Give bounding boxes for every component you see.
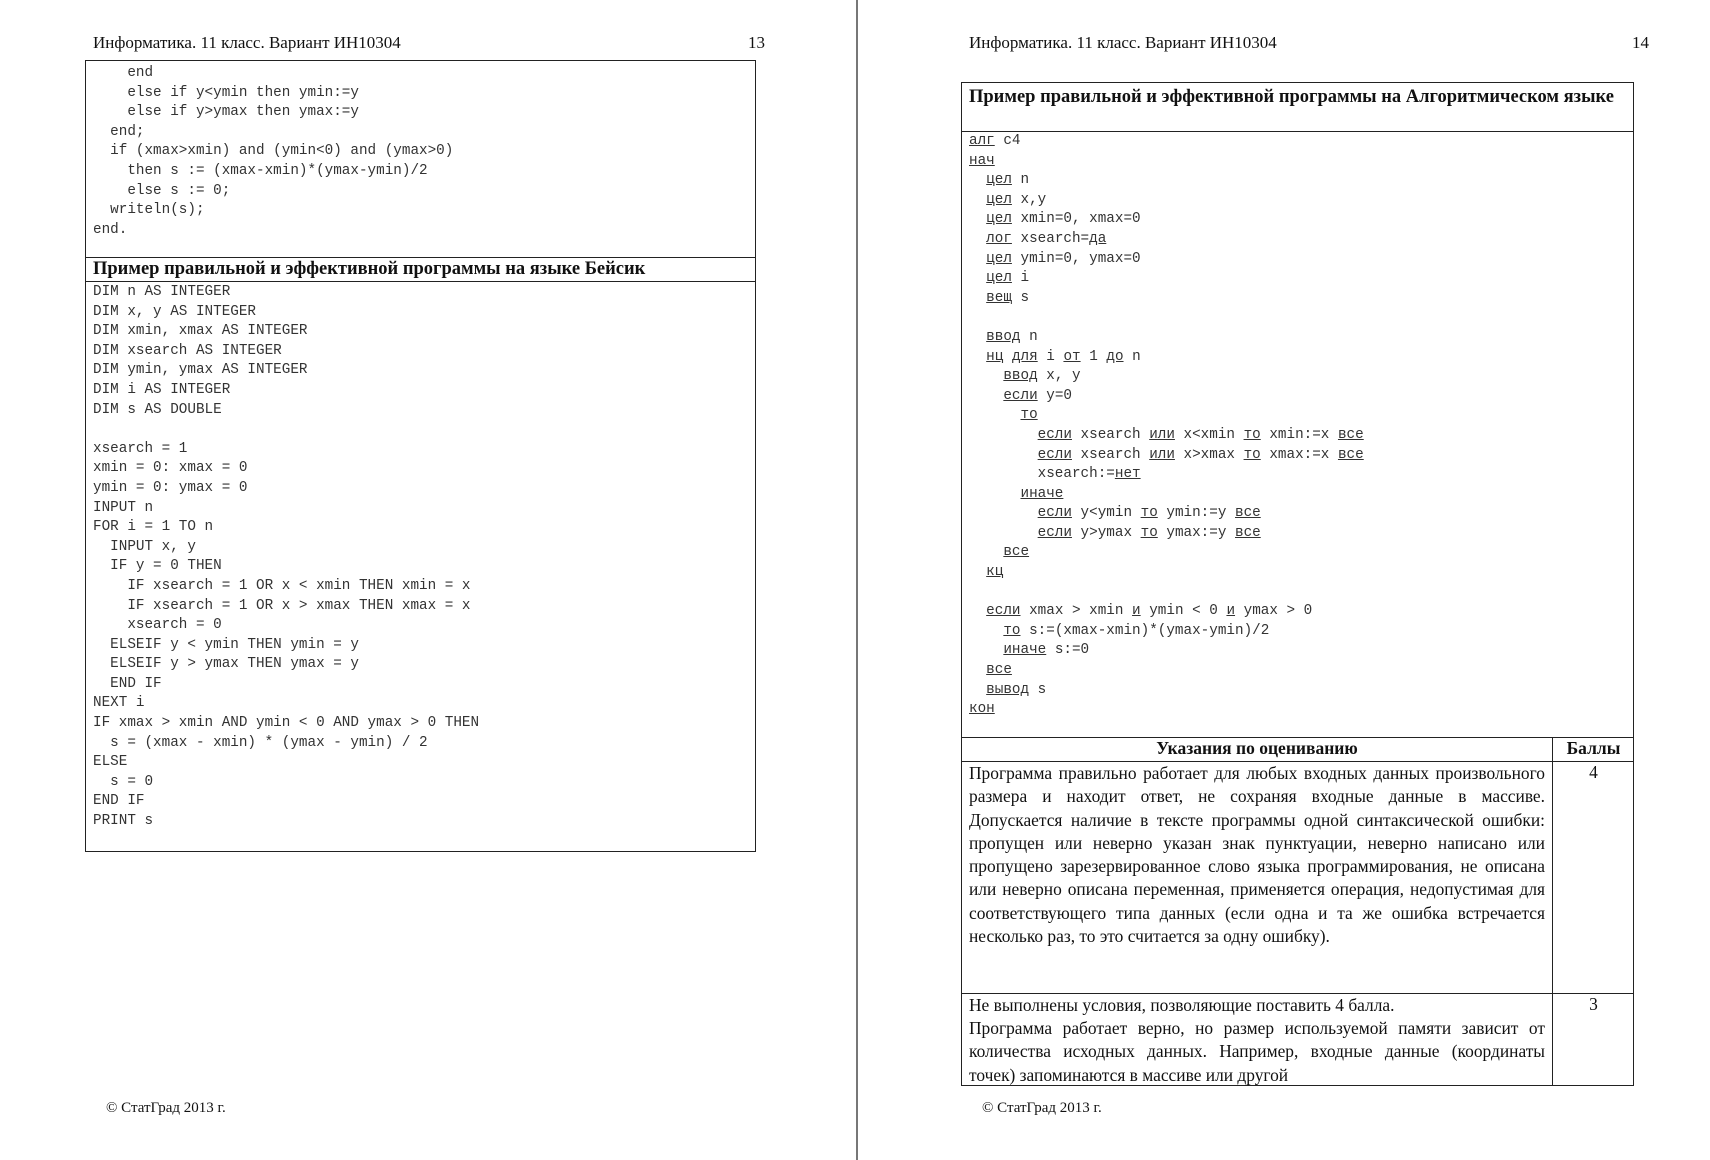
keyword: иначе: [1003, 642, 1047, 659]
keyword: цел: [986, 250, 1012, 267]
keyword: и: [1226, 603, 1236, 620]
alg-code-line: [969, 426, 1364, 446]
alg-code-line: [969, 583, 1364, 603]
alg-code-line: [969, 406, 1364, 426]
code-text: ymin < 0: [1140, 603, 1227, 620]
code-text: xsearch: [1071, 446, 1150, 463]
code-text: s:=(xmax-xmin)*(ymax-ymin)/2: [1020, 622, 1270, 639]
alg-code-line: [969, 504, 1364, 524]
points-value-4: 4: [1589, 762, 1598, 782]
code-text: [969, 172, 986, 188]
basic-section-title: Пример правильной и эффективной программы на языке Бейсик: [93, 259, 646, 279]
code-text: ymin:=y: [1157, 505, 1235, 522]
code-text: 1: [1080, 348, 1107, 365]
basic-code-line: END IF: [93, 793, 145, 810]
alg-code-line: [969, 661, 1364, 681]
alg-section-title: Пример правильной и эффективной программы на Алгоритмическом языке: [969, 87, 1614, 107]
code-text: [969, 388, 1003, 404]
basic-code-line: IF xmax > xmin AND ymin < 0 AND ymax > 0 THEN: [93, 715, 480, 732]
code-text: [969, 231, 986, 247]
alg-code-line: [969, 191, 1364, 211]
keyword: кон: [969, 701, 995, 718]
code-text: y=0: [1037, 387, 1072, 404]
alg-code-line: [969, 622, 1364, 642]
keyword: то: [1140, 524, 1158, 541]
basic-code-line: INPUT n: [93, 499, 154, 516]
basic-code-line: xsearch = 0: [93, 617, 222, 634]
alg-code-line: [969, 387, 1364, 407]
code-frame: [85, 60, 756, 852]
alg-code-line: [969, 641, 1364, 661]
alg-code-line: [969, 602, 1364, 622]
right-page: [862, 0, 1710, 1160]
code-text: [969, 349, 986, 365]
alg-code-line: [969, 563, 1364, 583]
keyword: да: [1089, 230, 1107, 247]
pascal-code-line: else if y>ymax then ymax:=y: [93, 104, 359, 121]
basic-code-line: ELSE: [93, 754, 128, 771]
code-text: [969, 290, 986, 306]
code-text: [969, 682, 986, 698]
alg-code-line: [969, 367, 1364, 387]
points-header: Баллы: [1566, 738, 1621, 758]
code-text: [969, 544, 1003, 560]
keyword: цел: [986, 172, 1012, 189]
keyword: все: [1003, 544, 1030, 561]
keyword: если: [1037, 505, 1072, 522]
code-text: s: [1011, 289, 1030, 306]
alg-code-line: [969, 269, 1364, 289]
pascal-code-line: else s := 0;: [93, 182, 231, 199]
keyword: или: [1149, 446, 1175, 463]
alg-code-line: [969, 230, 1364, 250]
code-text: [969, 368, 1003, 384]
basic-code-line: DIM n AS INTEGER: [93, 284, 231, 300]
code-text: xsearch=: [1011, 230, 1090, 247]
code-text: xmax > xmin: [1020, 603, 1133, 620]
keyword: от: [1063, 348, 1081, 365]
grading-header: Указания по оцениванию: [1156, 738, 1358, 758]
code-text: x<xmin: [1174, 426, 1244, 443]
basic-code-line: xmin = 0: xmax = 0: [93, 460, 248, 477]
points-value-3: 3: [1589, 994, 1598, 1014]
basic-code-line: FOR i = 1 TO n: [93, 519, 214, 536]
basic-code-line: DIM s AS DOUBLE: [93, 401, 222, 418]
code-text: [969, 211, 986, 227]
section-divider: [86, 281, 755, 282]
alg-code-line: [969, 152, 1364, 172]
code-text: [1003, 349, 1012, 365]
keyword: все: [1235, 505, 1261, 522]
pascal-code-block: [93, 64, 453, 240]
keyword: ввод: [986, 328, 1021, 345]
keyword: нач: [969, 152, 995, 169]
keyword: все: [1235, 524, 1261, 541]
keyword: или: [1149, 426, 1175, 443]
basic-code-line: DIM i AS INTEGER: [93, 381, 231, 398]
code-text: xmin=0, xmax=0: [1011, 211, 1141, 228]
pascal-code-line: then s := (xmax-xmin)*(ymax-ymin)/2: [93, 162, 428, 179]
code-text: [969, 642, 1003, 658]
page-number: 14: [1632, 33, 1649, 52]
alg-code-line: [969, 210, 1364, 230]
basic-code-line: DIM xmin, xmax AS INTEGER: [93, 323, 308, 340]
basic-code-line: ELSEIF y > ymax THEN ymax = y: [93, 656, 359, 673]
basic-code-line: DIM xsearch AS INTEGER: [93, 342, 282, 359]
code-text: [969, 505, 1038, 521]
keyword: то: [1140, 505, 1158, 522]
alg-code-line: [969, 485, 1364, 505]
alg-code-line: [969, 524, 1364, 544]
keyword: все: [1337, 426, 1364, 443]
keyword: если: [1003, 387, 1038, 404]
basic-code-block: [93, 283, 479, 832]
alg-code-line: [969, 543, 1364, 563]
page-header: Информатика. 11 класс. Вариант ИН10304: [969, 33, 1277, 52]
basic-code-line: s = (xmax - xmin) * (ymax - ymin) / 2: [93, 734, 428, 751]
page-footer: © СтатГрад 2013 г.: [982, 1100, 1102, 1116]
code-text: [969, 564, 986, 580]
basic-code-line: IF xsearch = 1 OR x < xmin THEN xmin = x: [93, 577, 471, 594]
basic-code-line: DIM ymin, ymax AS INTEGER: [93, 362, 308, 379]
code-text: ymin=0, ymax=0: [1011, 250, 1141, 267]
keyword: и: [1132, 603, 1141, 620]
code-text: [969, 270, 986, 286]
basic-code-line: IF xsearch = 1 OR x > xmax THEN xmax = x: [93, 597, 471, 614]
keyword: то: [1243, 426, 1261, 443]
alg-code-line: [969, 171, 1364, 191]
code-text: x,y: [1011, 191, 1047, 208]
pascal-code-line: end;: [93, 123, 145, 140]
keyword: то: [1243, 446, 1261, 463]
keyword: нет: [1114, 466, 1141, 483]
pascal-code-line: end: [93, 65, 154, 81]
code-text: [969, 192, 986, 208]
basic-code-line: INPUT x, y: [93, 538, 196, 555]
basic-code-line: IF y = 0 THEN: [93, 558, 222, 575]
section-divider: [86, 257, 755, 258]
page-number: 13: [748, 33, 765, 52]
code-text: [969, 427, 1038, 443]
keyword: если: [1037, 426, 1072, 443]
basic-code-line: xsearch = 1: [93, 440, 188, 457]
basic-code-line: DIM x, y AS INTEGER: [93, 303, 257, 320]
points-column-divider: [1552, 737, 1553, 1085]
keyword: ввод: [1003, 368, 1038, 385]
code-text: i: [1037, 348, 1064, 365]
alg-code-line: [969, 681, 1364, 701]
code-text: [969, 525, 1038, 541]
alg-code-line: [969, 308, 1364, 328]
keyword: кц: [986, 564, 1004, 581]
alg-code-line: [969, 700, 1364, 720]
keyword: иначе: [1020, 485, 1064, 502]
alg-code-line: [969, 250, 1364, 270]
code-text: c4: [994, 133, 1021, 149]
keyword: все: [1337, 446, 1364, 463]
page-divider: [856, 0, 858, 1160]
basic-code-line: ymin = 0: ymax = 0: [93, 479, 248, 496]
alg-code-block: [969, 132, 1364, 720]
code-text: xsearch:=: [969, 466, 1115, 483]
alg-code-line: [969, 289, 1364, 309]
code-text: [969, 447, 1038, 463]
code-text: [969, 486, 1020, 502]
keyword: цел: [986, 191, 1012, 208]
keyword: до: [1106, 348, 1124, 365]
code-text: n: [1123, 348, 1141, 365]
pascal-code-line: else if y<ymin then ymin:=y: [93, 84, 359, 101]
code-text: i: [1011, 270, 1030, 287]
keyword: цел: [986, 270, 1012, 287]
code-text: [969, 662, 986, 678]
basic-code-line: ELSEIF y < ymin THEN ymin = y: [93, 636, 359, 653]
keyword: нц: [986, 348, 1004, 365]
basic-code-line: END IF: [93, 675, 162, 692]
keyword: вещ: [986, 289, 1012, 306]
pascal-code-line: end.: [93, 221, 128, 238]
keyword: если: [1037, 446, 1072, 463]
code-text: n: [1020, 328, 1038, 345]
page-footer: © СтатГрад 2013 г.: [106, 1100, 226, 1116]
keyword: то: [1003, 622, 1021, 639]
pascal-code-line: if (xmax>xmin) and (ymin<0) and (ymax>0): [93, 143, 454, 160]
code-text: y<ymin: [1071, 505, 1141, 522]
code-text: [969, 407, 1020, 423]
code-text: xmin:=x: [1260, 426, 1338, 443]
alg-code-line: [969, 446, 1364, 466]
criteria-text-3: Программа работает верно, но размер используемой памяти зависит от количества исходных данных. Например, входные данные (координаты точек) запоминаются в массиве или другой: [969, 1018, 1545, 1085]
code-text: xmax:=x: [1260, 446, 1338, 463]
keyword: если: [986, 603, 1021, 620]
code-text: s: [1029, 681, 1047, 698]
basic-code-line: s = 0: [93, 773, 154, 790]
criteria-text-4: Программа правильно работает для любых входных данных произвольного размера и находит ответ, не сохраняя входные данные в массиве. Допускается наличие в тексте программы одной синтаксической ошибки: пропущен или неверно указан знак пунктуации, неверно написано или пропущено зарезервированное слово языка программирования, не описана или неверно описана переменная, применяется операция, недопустимая для соответствующего типа данных (если одна и та же ошибка встречается несколько раз, то это считается за одну ошибку).: [969, 763, 1545, 947]
pascal-code-line: writeln(s);: [93, 202, 205, 219]
alg-code-line: [969, 348, 1364, 368]
keyword: алг: [969, 133, 995, 149]
keyword: для: [1011, 348, 1038, 365]
keyword: вывод: [986, 681, 1030, 698]
code-text: s:=0: [1046, 642, 1090, 659]
code-text: x>xmax: [1174, 446, 1244, 463]
basic-code-line: NEXT i: [93, 695, 145, 712]
solution-table: [961, 82, 1634, 1086]
code-text: ymax > 0: [1235, 603, 1313, 620]
code-text: x, y: [1037, 368, 1081, 385]
code-text: [969, 251, 986, 267]
basic-code-line: PRINT s: [93, 813, 154, 830]
criteria-line-3: Не выполнены условия, позволяющие поставить 4 балла.: [969, 995, 1395, 1015]
alg-code-line: [969, 465, 1364, 485]
keyword: если: [1037, 524, 1072, 541]
code-text: n: [1011, 172, 1030, 189]
keyword: цел: [986, 211, 1012, 228]
code-text: ymax:=y: [1157, 524, 1235, 541]
page-header: Информатика. 11 класс. Вариант ИН10304: [93, 33, 401, 52]
code-text: xsearch: [1071, 426, 1150, 443]
basic-code-line: [93, 420, 479, 440]
code-text: [969, 603, 986, 619]
keyword: все: [986, 662, 1012, 679]
keyword: то: [1020, 407, 1038, 424]
code-text: [969, 329, 986, 345]
code-text: [969, 623, 1003, 639]
code-text: y>ymax: [1071, 524, 1141, 541]
alg-code-line: [969, 328, 1364, 348]
keyword: лог: [986, 230, 1012, 247]
alg-code-line: [969, 132, 1364, 152]
